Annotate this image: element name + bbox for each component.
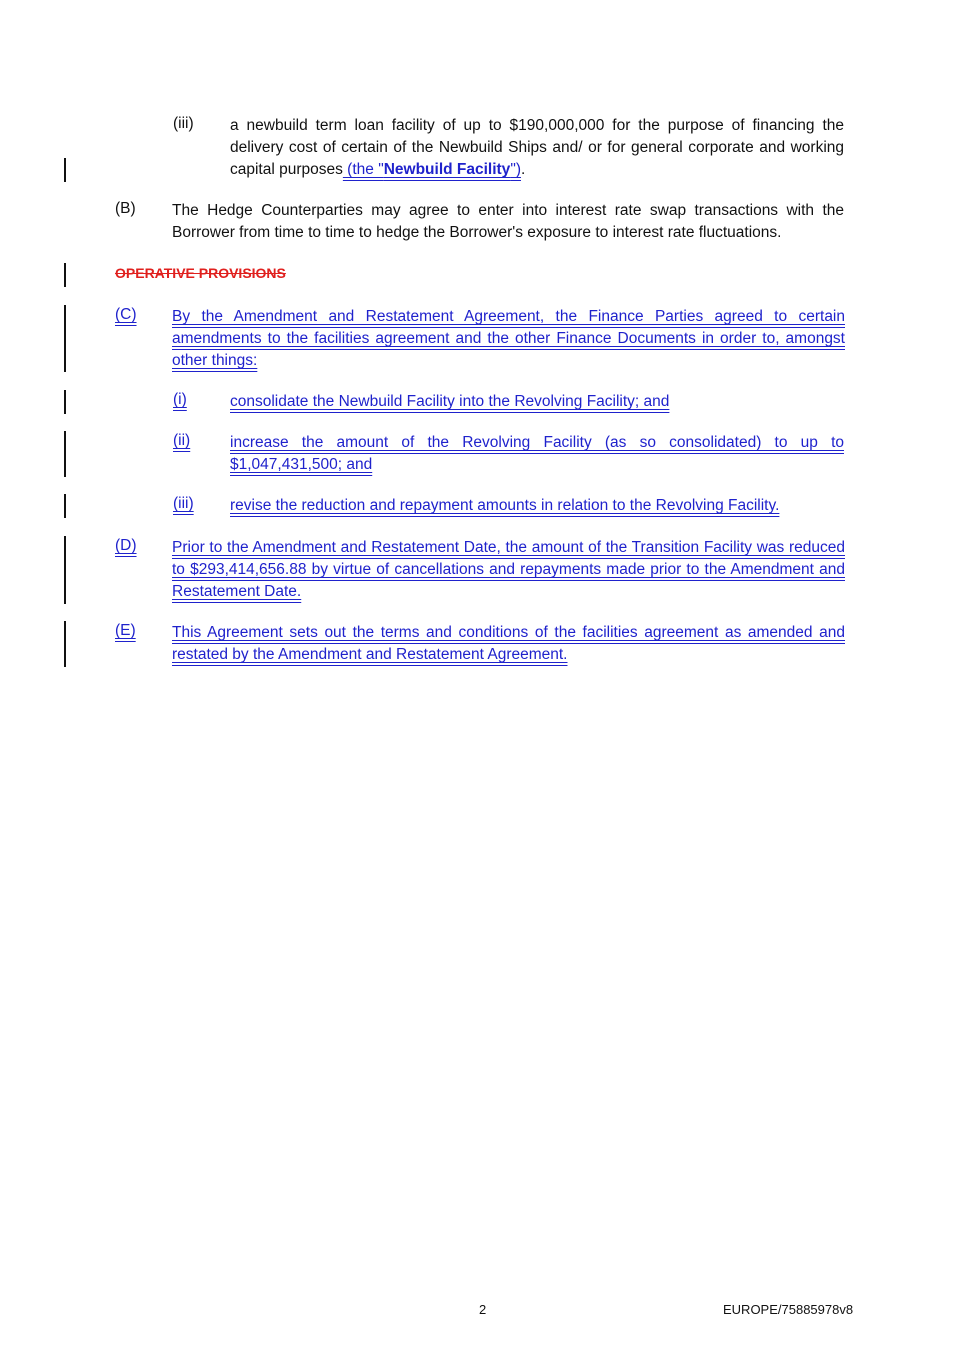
recital-text: The Hedge Counterparties may agree to enter into interest rate swap transactions with the Borrower from time to time to hedge the Borrower's exposure to interest rate fluctuations. [172, 202, 844, 241]
inserted-suffix: ") [510, 161, 521, 178]
change-bar [64, 494, 66, 518]
change-bar [64, 263, 66, 287]
recital-text [172, 537, 845, 603]
inserted-text: consolidate the Newbuild Facility into the Revolving Facility; and [230, 393, 670, 410]
operative-provisions-heading: OPERATIVE PROVISIONS [115, 265, 286, 281]
inserted-text: By the Amendment and Restatement Agreement, the Finance Parties agreed to certain amendments to the facilities agreement and the other Finance Documents in order to, amongst other things: [172, 308, 845, 369]
inserted-text [343, 161, 521, 178]
inserted-text: This Agreement sets out the terms and conditions of the facilities agreement as amended and restated by the Amendment and Restatement Agreement. [172, 624, 845, 663]
recital-label: (D) [115, 537, 137, 554]
change-bar [64, 305, 66, 372]
inserted-prefix: (the " [342, 161, 384, 178]
inserted-text: increase the amount of the Revolving Facility (as so consolidated) to up to $1,047,431,500; and [230, 434, 844, 473]
change-bar [64, 158, 66, 182]
sub-clause-label: (ii) [173, 432, 191, 449]
defined-term: Newbuild Facility [383, 161, 511, 178]
page-number: 2 [479, 1302, 487, 1317]
deleted-heading [115, 265, 286, 283]
clause-body: a newbuild term loan facility of up to $190,000,000 for the purpose of financing the delivery cost of certain of the Newbuild Ships and/ or for general corporate and working capital purposes [230, 117, 844, 178]
sub-clause-label: (i) [173, 391, 187, 408]
clause-tail: . [520, 161, 526, 178]
recital-label: (B) [115, 200, 136, 217]
sub-clause-text [230, 495, 844, 517]
change-bar [64, 390, 66, 414]
clause-label: (iii) [173, 115, 194, 132]
change-bar [64, 536, 66, 604]
sub-clause-text [230, 391, 844, 413]
recital-text [172, 622, 845, 666]
clause-text [230, 115, 844, 181]
sub-clause-text [230, 432, 844, 476]
change-bar [64, 621, 66, 667]
inserted-text: revise the reduction and repayment amounts in relation to the Revolving Facility. [230, 497, 780, 514]
sub-clause-label: (iii) [173, 495, 194, 512]
inserted-text: Prior to the Amendment and Restatement Date, the amount of the Transition Facility was reduced to $293,414,656.88 by virtue of cancellations and repayments made prior to the Amendment and Restatement Date. [172, 539, 845, 600]
document-reference: EUROPE/75885978v8 [723, 1302, 854, 1317]
recital-label: (C) [115, 306, 137, 323]
recital-text [172, 306, 845, 372]
recital-label: (E) [115, 622, 136, 639]
change-bar [64, 431, 66, 477]
